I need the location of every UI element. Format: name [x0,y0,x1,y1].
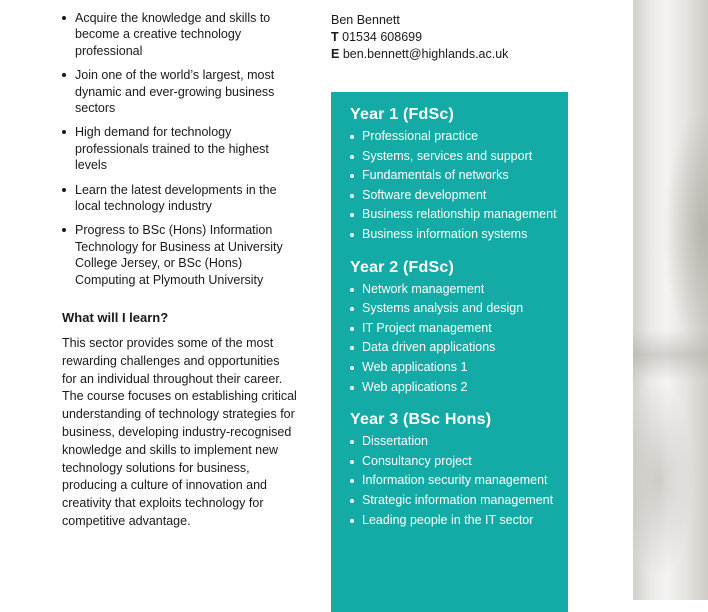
benefit-item: High demand for technology professionals trained to the highest levels [62,124,302,173]
year-2-modules [350,282,568,396]
module-item: Information security management [350,473,558,489]
contact-email-row [331,46,508,63]
photo-shade [633,380,693,580]
learn-text: This sector provides some of the most rewarding challenges and opportunities for an individual throughout their career. The course focuses on establishing critical understanding of technology strategies for business, developing industry-recognised knowledge and skills to implement new technology solutions for business, producing a culture of innovation and creativity that exploits technology for competitive advantage. [62,336,297,529]
module-item: Web applications 1 [350,360,558,376]
benefits-list [62,10,302,288]
contact-phone-row [331,29,508,46]
modules-panel [331,92,568,612]
contact-name: Ben Bennett [331,13,400,27]
module-item: Leading people in the IT sector [350,513,558,529]
benefit-item: Join one of the world’s largest, most dynamic and ever-growing business sectors [62,67,302,116]
year-3-title: Year 3 (BSc Hons) [350,411,492,429]
module-item: Fundamentals of networks [350,168,558,184]
photo-shade [663,110,708,350]
year-3-modules [350,434,568,528]
module-item: Business relationship management [350,207,558,223]
module-item: Dissertation [350,434,558,450]
module-item: Professional practice [350,129,558,145]
module-item: Web applications 2 [350,380,558,396]
benefit-item: Learn the latest developments in the local technology industry [62,182,302,215]
phone-label: T [331,30,339,44]
module-item: Software development [350,188,558,204]
email-label: E [331,47,340,61]
module-item: Systems analysis and design [350,301,558,317]
module-item: Systems, services and support [350,149,558,165]
photo-fold [633,330,708,380]
year-1-modules [350,129,568,243]
year-1-title: Year 1 (FdSc) [350,106,454,123]
module-item: Data driven applications [350,340,558,356]
benefit-item: Acquire the knowledge and skills to become a creative technology professional [62,10,302,59]
module-item: IT Project management [350,321,558,337]
module-item: Network management [350,282,558,298]
module-item: Business information systems [350,227,558,243]
left-column [62,10,302,531]
year-2-title: Year 2 (FdSc) [350,258,454,276]
contact-email[interactable]: ben.bennett@highlands.ac.uk [342,47,509,61]
contact-phone: 01534 608699 [342,30,423,44]
contact-block [331,12,508,63]
side-photo [633,0,708,600]
learn-heading: What will I learn? [62,310,169,326]
benefit-item: Progress to BSc (Hons) Information Technology for Business at University College Jersey, or BSc (Hons) Computing at Plymouth University [62,222,302,288]
module-item: Consultancy project [350,454,558,470]
module-item: Strategic information management [350,493,558,509]
